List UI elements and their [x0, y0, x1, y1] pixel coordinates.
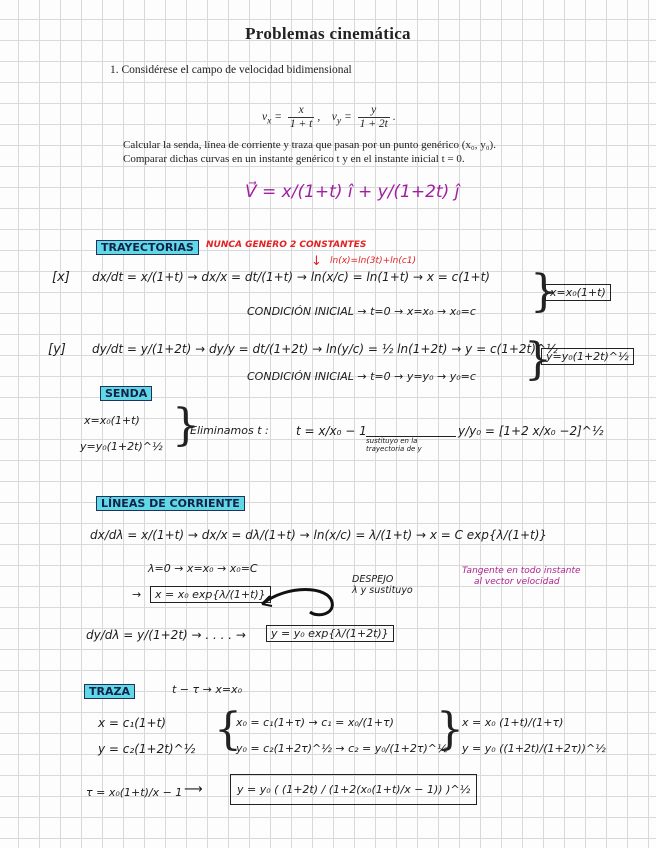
x-trajectory-box: x=x₀(1+t): [545, 284, 611, 301]
y-initial-condition: CONDICIÓN INICIAL → t=0 → y=y₀ → y₀=c: [247, 370, 476, 383]
brace-icon: {: [214, 704, 242, 755]
traza-x: x = c₁(1+t): [98, 716, 166, 730]
long-arrow-icon: ⟶: [184, 782, 203, 797]
x-label: [x]: [52, 270, 70, 285]
streamline-condition: λ=0 → x=x₀ → x₀=C: [148, 562, 258, 575]
senda-result: y/y₀ = [1+2 x/x₀ −2]^½: [458, 424, 604, 438]
streamline-y-box: y = y₀ exp{λ/(1+2t)}: [266, 625, 394, 642]
down-arrow-icon: ↓: [311, 254, 322, 269]
velocity-vector-note: V⃗ = x/(1+t) î + y/(1+2t) ĵ: [245, 182, 460, 202]
t-expression: t = x/x₀ − 1: [296, 424, 367, 438]
traza-x-result: x = x₀ (1+t)/(1+τ): [462, 716, 564, 729]
y-trajectory-box: y=y₀(1+2t)^½: [541, 348, 634, 365]
senda-y: y=y₀(1+2t)^½: [80, 440, 163, 453]
curved-arrow-icon: [258, 582, 354, 622]
lineas-corriente-heading: LÍNEAS DE CORRIENTE: [96, 496, 245, 511]
x-ode: dx/dt = x/(1+t) → dx/x = dt/(1+t) → ln(x/c) = ln(1+t) → x = c(1+t): [92, 270, 490, 284]
sustituyo-note: sustituyo en la trayectoria de y: [366, 436, 456, 453]
right-arrow-icon: →: [132, 588, 142, 601]
page-title: Problemas cinemática: [245, 24, 411, 43]
traza-x-constant: x₀ = c₁(1+τ) → c₁ = x₀/(1+τ): [236, 716, 394, 729]
traza-y-result: y = y₀ ((1+2t)/(1+2τ))^½: [462, 742, 606, 755]
problem-statement: Calcular la senda, línea de corriente y traza que pasan por un punto genérico (x₀, y₀). Comparar dichas curvas en un instante genérico t y en el instante inicial t = 0.: [123, 139, 496, 165]
brace-icon: }: [524, 334, 552, 385]
tangent-note: Tangente en todo instante al vector velocidad: [462, 566, 581, 587]
y-ode: dy/dt = y/(1+2t) → dy/y = dt/(1+2t) → ln(y/c) = ½ ln(1+2t) → y = c(1+2t)^½: [92, 342, 558, 356]
x-initial-condition: CONDICIÓN INICIAL → t=0 → x=x₀ → x₀=c: [247, 305, 476, 318]
senda-heading: SENDA: [100, 386, 152, 401]
streamline-x-box: x = x₀ exp{λ/(1+t)}: [150, 586, 271, 603]
traza-heading: TRAZA: [84, 684, 135, 699]
brace-icon: }: [436, 704, 464, 755]
trayectorias-heading: TRAYECTORIAS: [96, 240, 199, 255]
traza-y: y = c₂(1+2t)^½: [98, 742, 196, 756]
eliminamos-t: Eliminamos t :: [190, 424, 269, 437]
traza-y-constant: y₀ = c₂(1+2τ)^½ → c₂ = y₀/(1+2τ)^½: [236, 742, 448, 755]
y-label: [y]: [48, 342, 66, 357]
brace-icon: }: [172, 400, 200, 451]
ln-note: ln(x)=ln(3t)+ln(c1): [330, 256, 417, 266]
streamline-ode: dx/dλ = x/(1+t) → dx/x = dλ/(1+t) → ln(x/c) = λ/(1+t) → x = C exp{λ/(1+t)}: [90, 528, 548, 542]
traza-condition: t − τ → x=x₀: [172, 683, 243, 696]
streamline-y-ode: dy/dλ = y/(1+2t) → . . . . →: [86, 628, 246, 642]
senda-x: x=x₀(1+t): [84, 414, 140, 427]
despejo-note: DESPEJO λ y sustituyo: [352, 574, 413, 596]
brace-icon: }: [530, 266, 558, 317]
nunca-genero-note: NUNCA GENERO 2 CONSTANTES: [206, 240, 367, 250]
tau-expression: τ = x₀(1+t)/x − 1: [86, 786, 183, 799]
problem-intro: 1. Considérese el campo de velocidad bidimensional: [110, 64, 352, 76]
final-result-box: y = y₀ ( (1+2t) / (1+2(x₀(1+t)/x − 1)) )^½: [230, 774, 477, 805]
velocity-field-equation: $v_x$ = $\frac{x}{1 + t}$ , $v_y$ = $\frac{y}{1 + 2t}$ .: [262, 104, 396, 130]
